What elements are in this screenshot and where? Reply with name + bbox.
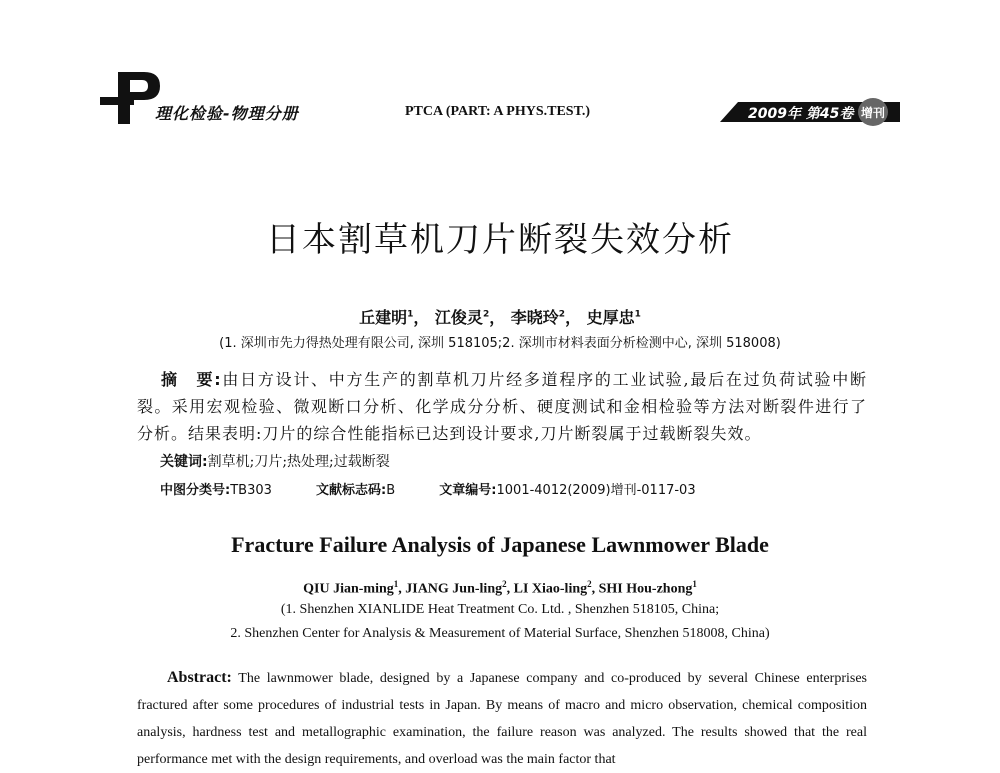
clc-value: TB303 bbox=[230, 483, 272, 498]
article-no-value: 1001-4012(2009)增刊-0117-03 bbox=[496, 483, 696, 498]
english-abstract-text: The lawnmower blade, designed by a Japanese company and co-produced by several Chinese enterprises fractured after some procedures of industrial tests in Japan. By means of macro and micro observation, chemical composition analysis, hardness test and metallographic examination, the failure reason was analyzed. The results showed that the real performance met with the design requirements, and overload was the main factor that bbox=[137, 671, 867, 767]
chinese-affiliations: (1. 深圳市先力得热处理有限公司, 深圳 518105;2. 深圳市材料表面分析检测中心, 深圳 518008) bbox=[219, 336, 781, 351]
author-affiliation-mark: 1 bbox=[393, 579, 399, 589]
clc-label: 中图分类号: bbox=[160, 483, 231, 498]
english-affiliation-1: (1. Shenzhen XIANLIDE Heat Treatment Co. Ltd. , Shenzhen 518105, China; bbox=[280, 602, 720, 617]
issue-label: 2009年 第45卷 bbox=[748, 106, 854, 122]
author-affiliation-mark: 2 bbox=[502, 579, 507, 589]
author-affiliation-mark: 2 bbox=[558, 309, 566, 320]
english-abstract bbox=[137, 664, 867, 773]
author-name: 李晓玲 bbox=[510, 308, 559, 327]
keywords-label: 关键词: bbox=[160, 454, 208, 470]
author-name: 丘建明 bbox=[359, 308, 408, 327]
doc-code-value: B bbox=[386, 483, 396, 498]
chinese-authors: 丘建明$^1$， 江俊灵$^2$， 李晓玲$^2$， 史厚忠$^1$ bbox=[359, 308, 641, 327]
chinese-keywords bbox=[160, 451, 390, 471]
journal-logo-icon bbox=[100, 70, 160, 126]
clc-field bbox=[160, 483, 272, 498]
english-affiliation-2: 2. Shenzhen Center for Analysis & Measurement of Material Surface, Shenzhen 518008, China) bbox=[230, 626, 770, 641]
author-affiliation-mark: 2 bbox=[482, 309, 490, 320]
journal-header bbox=[100, 70, 900, 130]
author-name: LI Xiao-ling bbox=[513, 581, 588, 597]
author-affiliation-mark: 2 bbox=[587, 579, 592, 589]
author-name: JIANG Jun-ling bbox=[405, 581, 503, 597]
author-name: 江俊灵 bbox=[434, 308, 483, 327]
english-abstract-label: Abstract: bbox=[167, 669, 232, 686]
journal-abbreviation: PTCA (PART: A PHYS.TEST.) bbox=[405, 104, 591, 119]
english-title: Fracture Failure Analysis of Japanese Lawnmower Blade bbox=[231, 532, 769, 557]
chinese-abstract bbox=[137, 366, 867, 447]
chinese-abstract-text: 由日方设计、中方生产的割草机刀片经多道程序的工业试验,最后在过负荷试验中断裂。采用宏观检验、微观断口分析、化学成分分析、硬度测试和金相检验等方法对断裂件进行了分析。结果表明:刀片的综合性能指标已达到设计要求,刀片断裂属于过载断裂失效。 bbox=[137, 370, 867, 443]
journal-name: 理化检验-物理分册 bbox=[155, 104, 299, 123]
keywords-text: 割草机;刀片;热处理;过载断裂 bbox=[207, 454, 390, 470]
author-name: SHI Hou-zhong bbox=[598, 581, 693, 597]
article-no-field bbox=[439, 483, 695, 498]
chinese-title: 日本割草机刀片断裂失效分析 bbox=[266, 220, 734, 260]
article-no-label: 文章编号: bbox=[439, 483, 497, 498]
classification-line bbox=[160, 479, 736, 498]
author-name: QIU Jian-ming bbox=[303, 581, 394, 597]
author-affiliation-mark: 1 bbox=[692, 579, 697, 589]
doc-code-field bbox=[316, 483, 395, 498]
supplement-badge: 增刊 bbox=[858, 98, 888, 126]
english-authors: QIU Jian-ming$^1$, JIANG Jun-ling$^2$, LI Xiao-ling$^2$, SHI Hou-zhong$^1$ bbox=[303, 579, 697, 597]
author-affiliation-mark: 1 bbox=[634, 309, 641, 320]
issue-banner bbox=[710, 102, 900, 122]
author-name: 史厚忠 bbox=[586, 308, 635, 327]
author-affiliation-mark: 1 bbox=[407, 309, 414, 320]
chinese-abstract-label: 摘 要: bbox=[161, 370, 222, 389]
doc-code-label: 文献标志码: bbox=[316, 483, 387, 498]
